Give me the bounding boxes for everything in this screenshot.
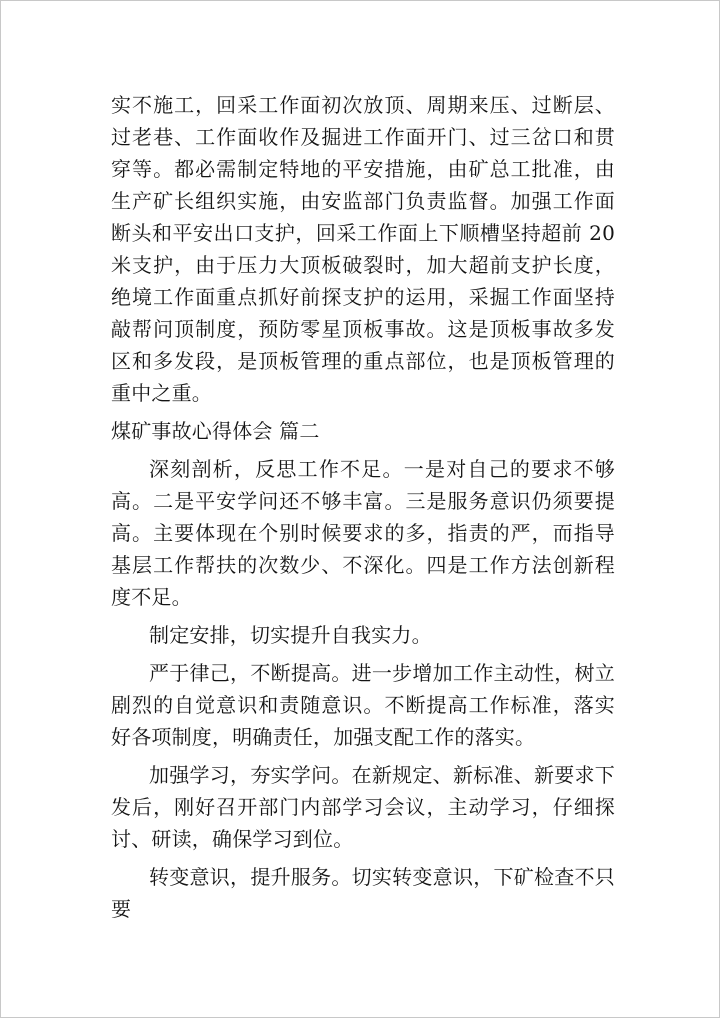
paragraph-study: 加强学习，夯实学问。在新规定、新标准、新要求下发后，刚好召开部门内部学习会议，主动学习，仔细探讨、研读，确保学习到位。	[111, 763, 615, 851]
paragraph-plan: 制定安排，切实提升自我实力。	[149, 623, 432, 647]
section-heading: 煤矿事故心得体会 篇二	[111, 419, 320, 443]
paragraph-service: 转变意识，提升服务。切实转变意识，下矿检查不只要	[111, 865, 615, 921]
paragraph-roof-management: 实不施工，回采工作面初次放顶、周期来压、过断层、过老巷、工作面收作及掘进工作面开门、过三岔口和贯穿等。都必需制定特地的平安措施，由矿总工批准，由生产矿长组织实施，由安监部门负责监督。加强工作面断头和平安出口支护，回采工作面上下顺槽坚持超前 20 米支护，由于压力大顶板破裂时，加大超前支护长度，绝境工作面重点抓好前探支护的运用，采掘工作面坚持敲帮问顶制度，预防零星顶板事故。这是顶板事故多发区和多发段，是顶板管理的重点部位，也是顶板管理的重中之重。	[111, 93, 615, 405]
paragraph-self-discipline: 严于律己，不断提高。进一步增加工作主动性，树立剧烈的自觉意识和责随意识。不断提高工作标准，落实好各项制度，明确责任，加强支配工作的落实。	[111, 661, 615, 749]
paragraph-reflection: 深刻剖析，反思工作不足。一是对自己的要求不够高。二是平安学问还不够丰富。三是服务意识仍须要提高。主要体现在个别时候要求的多，指责的严，而指导基层工作帮扶的次数少、不深化。四是工作方法创新程度不足。	[111, 457, 615, 609]
document-body	[111, 89, 615, 927]
